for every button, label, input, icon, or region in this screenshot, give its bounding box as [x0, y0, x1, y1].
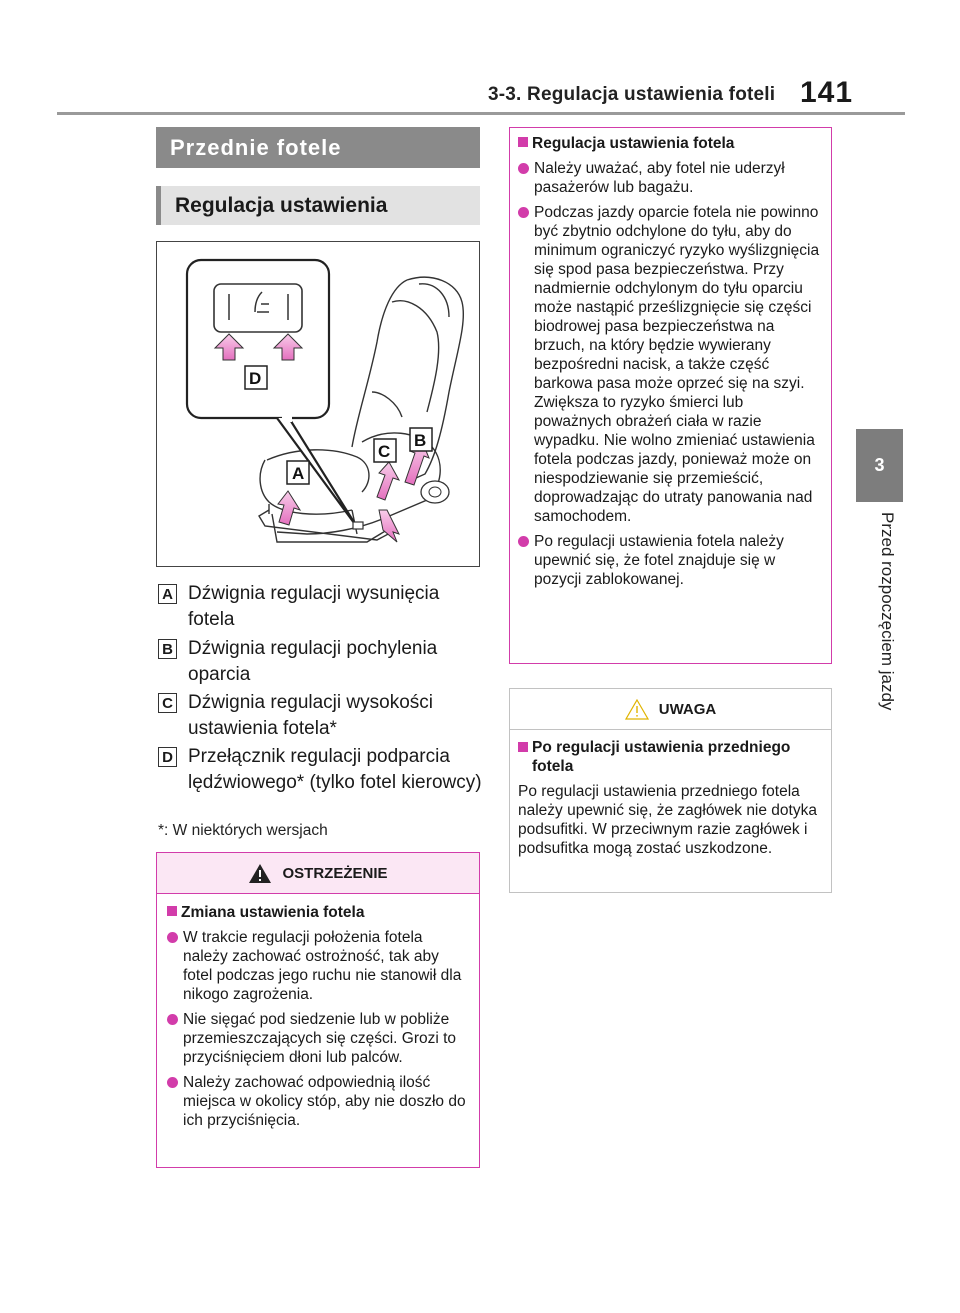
warning-heading-row: [167, 903, 469, 922]
warning-bullet: Nie sięgać pod siedzenie lub w pobliże przemieszczających się części. Grozi to przyciśnięciem dłoni lub palców.: [167, 1010, 469, 1067]
figure-label-b: B: [414, 431, 427, 450]
lumbar-switch: [214, 284, 302, 332]
chapter-title-vertical: Przed rozpoczęciem jazdy: [878, 512, 897, 711]
legend-text: Dźwignia regulacji wysunięcia fotela: [188, 583, 440, 630]
page-number: 141: [800, 76, 854, 109]
round-bullet-icon: [518, 207, 529, 218]
caution-header: [510, 689, 831, 730]
warning-title: OSTRZEŻENIE: [282, 864, 388, 882]
info-heading: Regulacja ustawienia fotela: [532, 135, 735, 152]
legend-letter: D: [158, 747, 177, 767]
footnote: *: W niektórych wersjach: [158, 822, 328, 839]
info-bullet: Podczas jazdy oparcie fotela nie powinno być zbytnio odchylone do tyłu, aby do minimum ograniczyć ryzyko wyślizgnięcia się spod pasa bezpieczeństwa. Przy nadmiernie odchylonym do tyłu oparciu może nastąpić prześlizgnięcie się części biodrowej pasa bezpieczeństwa na brzuch, na który będzie wywierany bezpośredni nacisk, a także część barkowa pasa może oprzeć się na szyi. Zwiększa to ryzyko śmierci lub poważnych obrażeń ciała w razie wypadku. Nie wolno zmieniać ustawienia fotela podczas jazdy, ponieważ może on niespodziewanie się przemieścić, doprowadzając do utraty panowania nad samochodem.: [518, 203, 823, 526]
square-bullet-icon: [167, 906, 177, 916]
legend-letter: A: [158, 584, 177, 604]
info-bullet: Należy uważać, aby fotel nie uderzył pasażerów lub bagażu.: [518, 159, 823, 197]
header-rule: [57, 112, 905, 115]
caution-box: [509, 688, 832, 893]
legend-text: Dźwignia regulacji pochylenia oparcia: [188, 638, 438, 685]
figure-label-c: C: [378, 442, 391, 461]
warning-heading: Zmiana ustawienia fotela: [181, 904, 365, 921]
legend-item: [158, 690, 480, 742]
caution-heading: Po regulacji ustawienia przedniego fotela: [532, 739, 791, 775]
legend-letter: C: [158, 693, 177, 713]
legend-text: Dźwignia regulacji wysokości ustawienia fotela*: [188, 692, 433, 739]
seat-illustration: [157, 242, 479, 566]
legend-letter: B: [158, 639, 177, 659]
running-header-title: 3-3. Regulacja ustawienia foteli: [488, 84, 776, 105]
round-bullet-icon: [518, 536, 529, 547]
figure-label-d: D: [249, 369, 262, 388]
subsection-heading: Regulacja ustawienia: [156, 186, 480, 225]
warning-bullet: W trakcie regulacji położenia fotela należy zachować ostrożność, tak aby fotel podczas jego ruchu nie stanowił dla nikogo zagrożenia.: [167, 928, 469, 1004]
info-bullet: Po regulacji ustawienia fotela należy upewnić się, że fotel znajduje się w pozycji zablokowanej.: [518, 532, 823, 589]
round-bullet-icon: [167, 1014, 178, 1025]
square-bullet-icon: [518, 137, 528, 147]
figure-label-a: A: [292, 464, 305, 483]
section-heading: Przednie fotele: [156, 127, 480, 168]
chapter-tab[interactable]: 3: [856, 429, 903, 502]
warning-box: [156, 852, 480, 1168]
recline-lever-knob: [421, 481, 449, 503]
warning-triangle-icon: [248, 863, 272, 884]
seat-adjustment-figure: [156, 241, 480, 567]
info-heading-row: [518, 134, 823, 153]
legend-text: Przełącznik regulacji podparcia lędźwiowego* (tylko fotel kierowcy): [188, 746, 482, 793]
caution-body: Po regulacji ustawienia przedniego fotela należy upewnić się, że zagłówek nie dotyka podsufitki. W przeciwnym razie zagłówek i podsufitka mogą zostać uszkodzone.: [518, 783, 817, 857]
round-bullet-icon: [167, 1077, 178, 1088]
warning-header: [157, 853, 479, 894]
caution-title: UWAGA: [658, 700, 717, 718]
legend-item: [158, 636, 480, 688]
round-bullet-icon: [518, 163, 529, 174]
caution-heading-row: [518, 738, 823, 776]
round-bullet-icon: [167, 932, 178, 943]
legend-item: [158, 744, 480, 822]
caution-triangle-icon: [625, 699, 649, 720]
warning-bullet: Należy zachować odpowiednią ilość miejsca w okolicy stóp, aby nie doszło do ich przyciśnięcia.: [167, 1073, 469, 1130]
info-box: [509, 127, 832, 664]
legend-item: [158, 581, 480, 633]
square-bullet-icon: [518, 742, 528, 752]
